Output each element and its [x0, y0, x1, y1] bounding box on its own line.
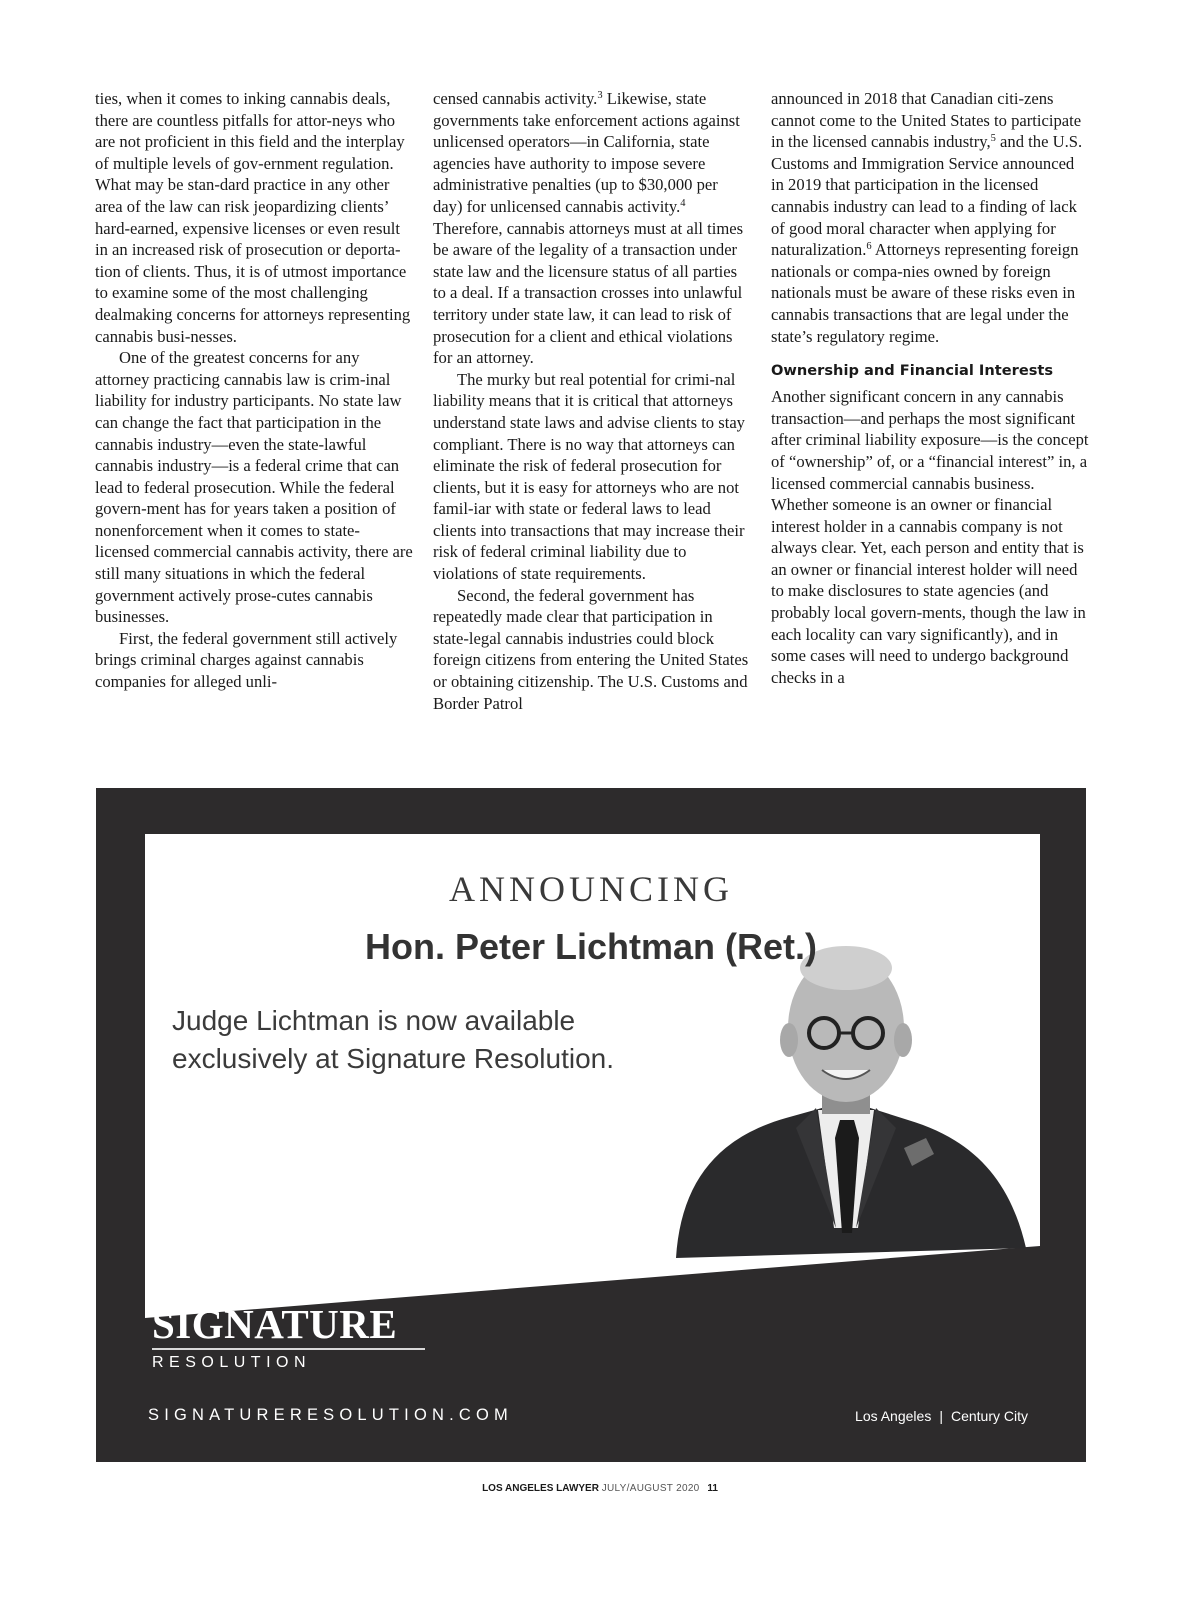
ad-locations	[855, 1408, 1028, 1424]
paragraph: ties, when it comes to inking cannabis deals, there are countless pitfalls for attor-neys who are not proficient in this field and the interplay of multiple levels of gov-ernment regulation. What may be stan-dard practice in any other area of the law can risk jeopardizing clients’ hard-earned, expensive licenses or even result in an increased risk of prosecution or deporta-tion of clients. Thus, it is of utmost importance to examine some of the most challenging dealmaking concerns for attorneys representing cannabis busi-nesses.	[95, 89, 411, 346]
ad-location-separator: |	[939, 1408, 943, 1424]
ad-location: Los Angeles	[855, 1408, 932, 1424]
article-column-2	[433, 88, 751, 714]
paragraph: The murky but real potential for crimi-nal liability means that it is critical that attorneys understand state laws and advise clients to stay compliant. There is no way that attorneys can eliminate the risk of federal prosecution for clients, but it is easy for attorneys who are not famil-iar with state or federal laws to lead clients into transactions that may increase their risk of federal criminal liability due to violations of state requirements.	[433, 369, 745, 584]
paragraph-text: Therefore, cannabis attorneys must at all times be aware of the legality of a transaction under state law and the licensure status of all parties to a deal. If a transaction crosses into unlawful territory under state law, it can lead to risk of prosecution for a client and ethical violations for an attorney.	[433, 218, 744, 368]
paragraph-text: and the U.S. Customs and Immigration Service announced in 2019 that participation in the licensed cannabis industry can lead to a finding of lack of good moral character when applying for naturalization.	[771, 132, 1083, 260]
paragraph: Another significant concern in any cannabis transaction—and perhaps the most significant after criminal liability exposure—is the concept of “ownership” of, or a “financial interest” in, a licensed commercial cannabis business. Whether someone is an owner or financial interest holder in a cannabis company is not always clear. Yet, each person and entity that is an owner or financial interest holder will need to make disclosures to state agencies (and probably local govern-ments, though the law in each locality can vary significantly), and in some cases will need to undergo background checks in a	[771, 387, 1089, 687]
paragraph: Second, the federal government has repeatedly made clear that participation in state-legal cannabis industries could block foreign citizens from entering the United States or obtaining citizenship. The U.S. Customs and Border Patrol	[433, 585, 749, 713]
page-number: 11	[707, 1483, 718, 1494]
footnote-marker: 5	[990, 133, 996, 145]
ad-blurb-line: Judge Lichtman is now available	[172, 1005, 576, 1036]
ad-blurb	[172, 1002, 732, 1078]
ad-heading: ANNOUNCING	[449, 869, 733, 909]
article-column-3	[771, 88, 1089, 688]
footnote-marker: 6	[866, 241, 872, 253]
footnote-marker: 4	[680, 197, 686, 209]
paragraph-text: censed cannabis activity.	[433, 89, 598, 108]
publication-name: LOS ANGELES LAWYER	[482, 1483, 599, 1494]
footnote-marker: 3	[597, 90, 603, 101]
ad-blurb-line: exclusively at Signature Resolution.	[172, 1043, 615, 1074]
ad-location: Century City	[950, 1408, 1028, 1424]
ad-website: SIGNATURERESOLUTION.COM	[148, 1406, 513, 1424]
paragraph	[771, 88, 1089, 347]
paragraph-text: Attorneys representing foreign nationals or compa-nies owned by foreign nationals must be aware of these risks even in cannabis transactions that are legal under the state’s regulatory regime.	[771, 240, 1079, 346]
paragraph-text: announced in 2018 that Canadian citi-zens cannot come to the United States to participate in the licensed cannabis industry,	[771, 89, 1082, 152]
paragraph: First, the federal government still actively brings criminal charges against cannabis companies for alleged unli-	[95, 628, 398, 692]
article-column-1	[95, 88, 413, 693]
page-footer	[0, 1483, 1200, 1494]
brand-logo-rule	[152, 1348, 425, 1350]
brand-logo-name: SIGNATURE	[152, 1301, 398, 1347]
paragraph: One of the greatest concerns for any attorney practicing cannabis law is crim-inal liability for industry participants. No state law can change the fact that participation in the cannabis industry—even the state-lawful cannabis industry—is a federal crime that can lead to federal prosecution. While the federal govern-ment has for years taken a position of nonenforcement when it comes to state-licensed commercial cannabis activity, there are still many situations in which the federal government actively prose-cutes cannabis businesses.	[95, 348, 413, 627]
ad-judge-name: Hon. Peter Lichtman (Ret.)	[364, 926, 818, 967]
issue-date: JULY/AUGUST 2020	[601, 1483, 700, 1494]
section-subheading: Ownership and Financial Interests	[771, 362, 1054, 380]
paragraph	[433, 88, 751, 369]
brand-logo-subtitle: RESOLUTION	[152, 1354, 312, 1371]
paragraph-text: Likewise, state governments take enforcement actions against unlicensed operators—in California, state agencies have authority to impose severe administrative penalties (up to $30,000 per day) for unlicensed cannabis activity.	[433, 89, 740, 216]
advertisement	[96, 788, 1086, 1462]
